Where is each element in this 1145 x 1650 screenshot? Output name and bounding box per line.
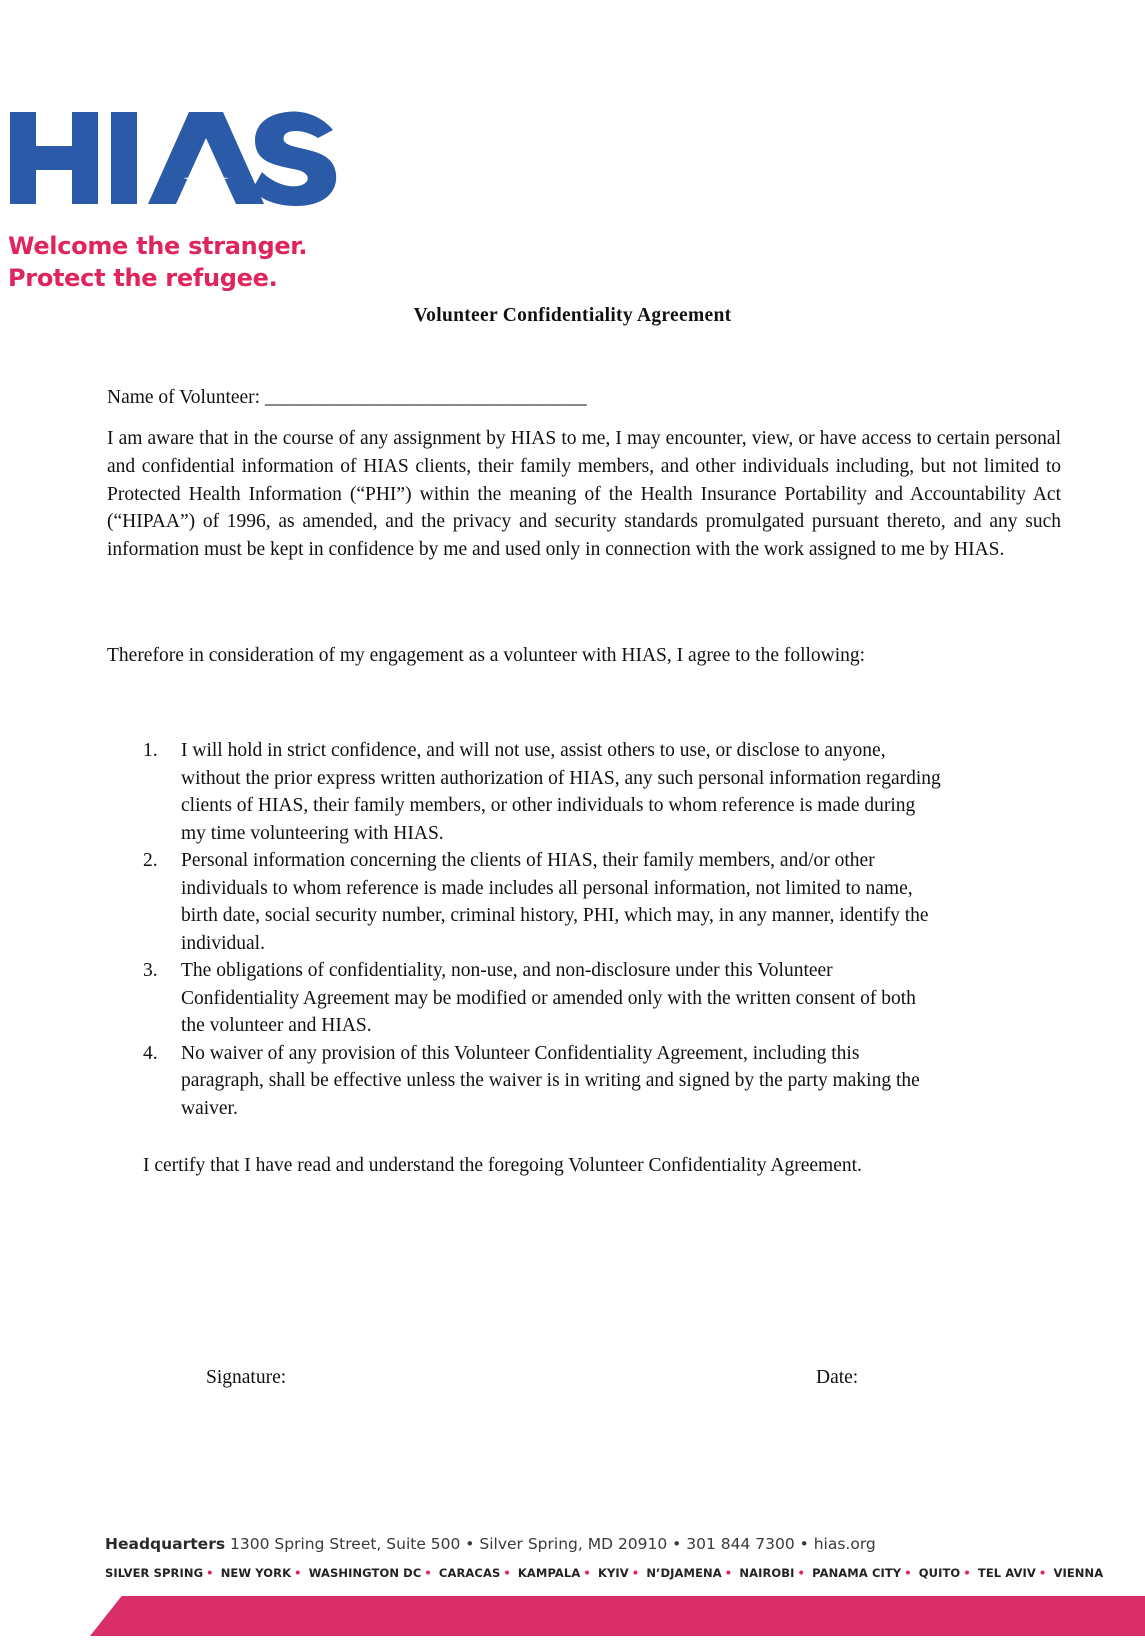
clause-item: [137, 847, 1082, 957]
city-name: NAIROBI: [739, 1566, 795, 1580]
hias-logo-letters: [10, 112, 336, 206]
city-name: PANAMA CITY: [812, 1566, 902, 1580]
intro-line: confidence by me and used only in connection with the work assigned to me by HIAS.: [328, 539, 1005, 561]
clause-line: paragraph, shall be effective unless the waiver is in writing and signed by the party making the: [181, 1070, 920, 1091]
date-label[interactable]: Date:: [816, 1367, 859, 1388]
clause-number: 1.: [143, 740, 158, 761]
signature-label[interactable]: Signature:: [206, 1367, 287, 1388]
city-separator: •: [503, 1566, 511, 1580]
logo-tagline: [8, 230, 348, 294]
clause-item: [137, 1040, 1082, 1123]
hq-address: 1300 Spring Street, Suite 500 • Silver Spring, MD 20910 • 301 844 7300 • hias.org: [230, 1535, 876, 1553]
city-separator: •: [206, 1566, 214, 1580]
intro-paragraph: [107, 425, 1061, 564]
city-name: KYIV: [597, 1566, 629, 1580]
agreement-clauses: [137, 737, 1082, 1122]
intro-line: I am aware that in the course of any assignment by HIAS to me, I may encounter, view, or have access: [107, 428, 912, 449]
city-name: NEW YORK: [220, 1566, 292, 1580]
certification-statement: I certify that I have read and understand the foregoing Volunteer Confidentiality Agreement.: [143, 1155, 862, 1176]
therefore-paragraph: Therefore in consideration of my engagement as a volunteer with HIAS, I agree to the following:: [107, 645, 866, 666]
intro-line: individuals including, but not limited to Protected Health Information (“PHI”) within the meaning of the: [107, 455, 1061, 505]
clause-line: I will hold in strict confidence, and will not use, assist others to use, or disclose to anyone,: [181, 740, 886, 761]
volunteer-name-blank[interactable]: _________________________________: [264, 387, 587, 408]
volunteer-name-field[interactable]: [107, 387, 587, 409]
city-separator: •: [904, 1566, 912, 1580]
clause-line: the volunteer and HIAS.: [181, 1015, 372, 1036]
document-title: Volunteer Confidentiality Agreement: [413, 305, 732, 326]
clause-line: waiver.: [181, 1097, 238, 1119]
city-separator: •: [797, 1566, 805, 1580]
hq-label: Headquarters: [105, 1535, 226, 1553]
clause-number: 3.: [143, 960, 158, 981]
intro-line: and security standards promulgated pursuant thereto, and any such information must be kept in: [107, 511, 1062, 561]
clause-line: No waiver of any provision of this Volunteer Confidentiality Agreement, including this: [181, 1042, 860, 1064]
city-separator: •: [963, 1566, 971, 1580]
footer-headquarters: [105, 1535, 876, 1553]
clause-line: The obligations of confidentiality, non-use, and non-disclosure under this Volunteer: [181, 960, 833, 981]
clause-line: birth date, social security number, criminal history, PHI, which may, in any manner, identify the: [181, 905, 929, 926]
footer-accent-band: [90, 1596, 1145, 1636]
city-name: CARACAS: [438, 1566, 501, 1580]
hias-logo-mark: [8, 108, 338, 208]
city-name: SILVER SPRING: [105, 1566, 204, 1580]
city-name: KAMPALA: [517, 1566, 581, 1580]
city-separator: •: [724, 1566, 733, 1580]
footer-city-list: [105, 1566, 1103, 1580]
clause-item: [137, 737, 1082, 847]
intro-line: to certain personal and confidential information of HIAS clients, their family members, and other: [107, 428, 1062, 477]
clause-line: individuals to whom reference is made includes all personal information, not limited to name,: [181, 877, 913, 899]
clause-line: Personal information concerning the clients of HIAS, their family members, and/or other: [181, 850, 875, 871]
city-name: VIENNA: [1053, 1566, 1104, 1580]
clause-line: without the prior express written authorization of HIAS, any such personal information regarding: [181, 767, 941, 789]
city-name: TEL AVIV: [977, 1566, 1036, 1580]
city-name: N’DJAMENA: [646, 1566, 722, 1580]
clause-line: my time volunteering with HIAS.: [181, 822, 444, 844]
clause-line: clients of HIAS, their family members, or other individuals to whom reference is made during: [181, 795, 916, 816]
intro-line: Health Insurance Portability and Accountability Act (“HIPAA”) of 1996, as amended, and the privacy: [107, 483, 1061, 533]
tagline-line-1: Welcome the stranger.: [8, 232, 308, 260]
city-name: WASHINGTON DC: [308, 1566, 422, 1580]
city-separator: •: [294, 1566, 302, 1580]
tagline-line-2: Protect the refugee.: [8, 264, 278, 292]
clause-line: individual.: [181, 932, 265, 954]
city-separator: •: [1038, 1566, 1047, 1580]
city-separator: •: [424, 1566, 432, 1580]
clause-number: 2.: [143, 850, 158, 871]
volunteer-name-label: Name of Volunteer:: [107, 387, 261, 408]
city-separator: •: [583, 1566, 591, 1580]
hias-logo: [8, 108, 348, 294]
city-separator: •: [631, 1566, 640, 1580]
clause-line: Confidentiality Agreement may be modified or amended only with the written consent of both: [181, 987, 916, 1009]
clause-number: 4.: [143, 1042, 158, 1064]
city-name: QUITO: [918, 1566, 961, 1580]
clause-item: [137, 957, 1082, 1040]
